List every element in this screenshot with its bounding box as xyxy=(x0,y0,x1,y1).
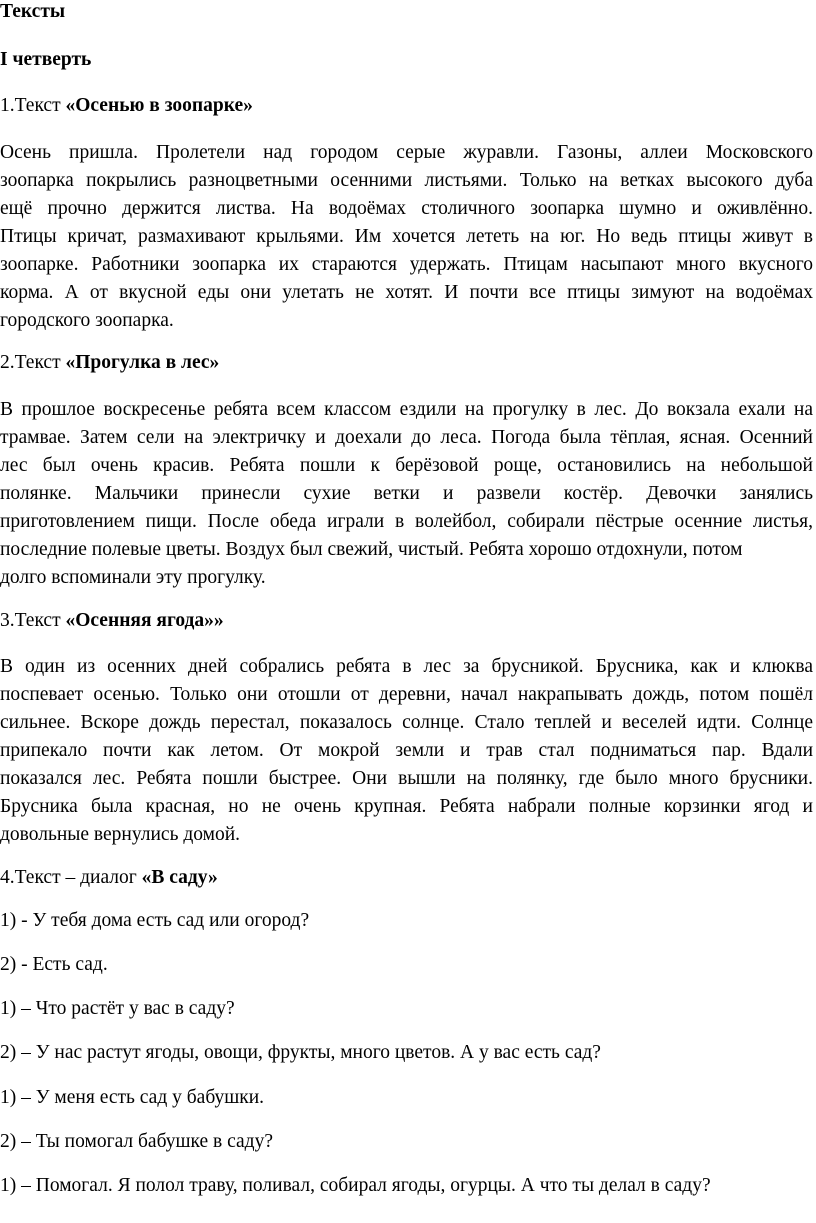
text4-title: «В саду» xyxy=(141,867,218,888)
dialog-line: 2) – У нас растут ягоды, овощи, фрукты, много цветов. А у вас есть сад? xyxy=(0,1042,601,1063)
text3-line: поспевает осенью. Только они отошли от деревни, начал накрапывать дождь, потом пошёл xyxy=(0,684,813,705)
text1-line: Осень пришла. Пролетели над городом серые журавли. Газоны, аллеи Московского xyxy=(0,142,813,163)
text3-line: показался лес. Ребята пошли быстрее. Они вышли на полянку, где было много брусники. xyxy=(0,768,813,789)
text2-heading xyxy=(0,353,219,373)
text1-line: Птицы кричат, размахивают крыльями. Им хочется лететь на юг. Но ведь птицы живут в xyxy=(0,226,813,247)
text2-line: лес был очень красив. Ребята пошли к берёзовой роще, остановились на небольшой xyxy=(0,455,813,476)
document-title: Тексты xyxy=(0,1,66,22)
text2-line: полянке. Мальчики принесли сухие ветки и развели костёр. Девочки занялись xyxy=(0,483,813,504)
text4-heading xyxy=(0,868,218,888)
text2-line: В прошлое воскресенье ребята всем классом ездили на прогулку в лес. До вокзала ехали на xyxy=(0,399,813,420)
dialog-line: 2) - Есть сад. xyxy=(0,954,108,975)
dialog-line: 1) – У меня есть сад у бабушки. xyxy=(0,1087,265,1108)
text2-line: приготовлением пищи. После обеда играли в волейбол, собирали пёстрые осенние листья, xyxy=(0,511,813,532)
text2-line: последние полевые цветы. Воздух был свежий, чистый. Ребята хорошо отдохнули, потом xyxy=(0,539,743,560)
dialog-line: 2) – Ты помогал бабушке в саду? xyxy=(0,1131,273,1152)
dialog-line: 1) – Что растёт у вас в саду? xyxy=(0,998,235,1019)
text3-prefix: 3.Текст xyxy=(0,610,66,631)
text1-line: городского зоопарка. xyxy=(0,310,174,331)
text3-title: «Осенняя ягода»» xyxy=(65,610,224,631)
text3-line: Брусника была красная, но не очень крупная. Ребята набрали полные корзинки ягод и xyxy=(0,796,813,817)
text2-line: долго вспоминали эту прогулку. xyxy=(0,567,266,588)
quarter-heading: I четверть xyxy=(0,49,92,70)
text1-line: ещё прочно держится листва. На водоёмах столичного зоопарка шумно и оживлённо. xyxy=(0,198,813,219)
text1-heading xyxy=(0,96,253,116)
text2-prefix: 2.Текст xyxy=(0,352,66,373)
text2-title: «Прогулка в лес» xyxy=(65,352,220,373)
text1-title: «Осенью в зоопарке» xyxy=(65,95,253,116)
text3-heading xyxy=(0,611,224,631)
text2-line: трамвае. Затем сели на электричку и доехали до леса. Погода была тёплая, ясная. Осенний xyxy=(0,427,813,448)
text1-prefix: 1.Текст xyxy=(0,95,66,116)
text1-line: зоопарка покрылись разноцветными осенними листьями. Только на ветках высокого дуба xyxy=(0,170,813,191)
dialog-line: 1) - У тебя дома есть сад или огород? xyxy=(0,910,310,931)
text3-line: В один из осенних дней собрались ребята в лес за брусникой. Брусника, как и клюква xyxy=(0,656,813,677)
text3-line: сильнее. Вскоре дождь перестал, показалось солнце. Стало теплей и веселей идти. Солнце xyxy=(0,712,813,733)
text3-line: довольные вернулись домой. xyxy=(0,824,241,845)
text1-line: корма. А от вкусной еды они улетать не хотят. И почти все птицы зимуют на водоёмах xyxy=(0,282,813,303)
text1-line: зоопарке. Работники зоопарка их стараются удержать. Птицам насыпают много вкусного xyxy=(0,254,813,275)
text3-line: припекало почти как летом. От мокрой земли и трав стал подниматься пар. Вдали xyxy=(0,740,813,761)
text4-prefix: 4.Текст – диалог xyxy=(0,867,142,888)
dialog-line: 1) – Помогал. Я полол траву, поливал, собирал ягоды, огурцы. А что ты делал в саду? xyxy=(0,1175,711,1196)
